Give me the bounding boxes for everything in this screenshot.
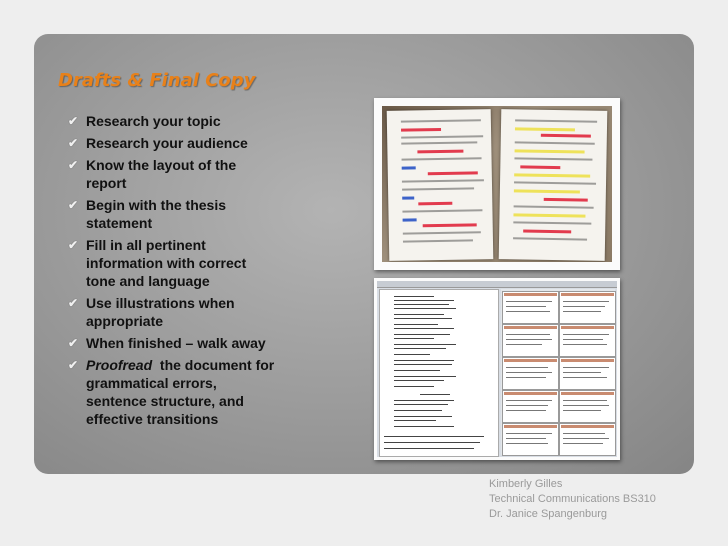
list-item: ✔ Begin with the thesis statement (68, 197, 227, 231)
draft-page-left (387, 109, 494, 261)
slide-title: Drafts & Final Copy (58, 70, 256, 91)
checkmark-icon: ✔ (68, 336, 79, 350)
checkmark-icon: ✔ (68, 296, 79, 310)
software-screenshot-image (377, 281, 617, 457)
list-item: ✔ Use illustrations when appropriate (68, 295, 235, 329)
draft-photo (374, 98, 620, 270)
list-item: ✔ Fill in all pertinent information with correct tone and language (68, 237, 247, 289)
checkmark-icon: ✔ (68, 136, 79, 150)
draft-photo-image (382, 106, 612, 262)
checkmark-icon: ✔ (68, 358, 79, 372)
list-item: ✔ Research your topic (68, 113, 221, 129)
software-screenshot (374, 278, 620, 460)
instructor-name: Dr. Janice Spangenburg (489, 508, 608, 520)
list-item: ✔ Research your audience (68, 135, 248, 151)
list-item: ✔ Proofread the document for grammatical errors, sentence structure, and effective transitions (68, 357, 275, 427)
credits (489, 477, 656, 522)
checkmark-icon: ✔ (68, 158, 79, 172)
bullet-list (66, 112, 276, 432)
checkmark-icon: ✔ (68, 238, 79, 252)
checkmark-icon: ✔ (68, 198, 79, 212)
author-name: Kimberly Gilles (489, 478, 563, 490)
course-name: Technical Communications BS310 (489, 493, 656, 505)
proofread-emphasis: Proofread (86, 357, 153, 373)
list-item: ✔ When finished – walk away (68, 335, 266, 351)
checkmark-icon: ✔ (68, 114, 79, 128)
draft-page-right (499, 109, 608, 261)
list-item: ✔ Know the layout of the report (68, 157, 237, 191)
